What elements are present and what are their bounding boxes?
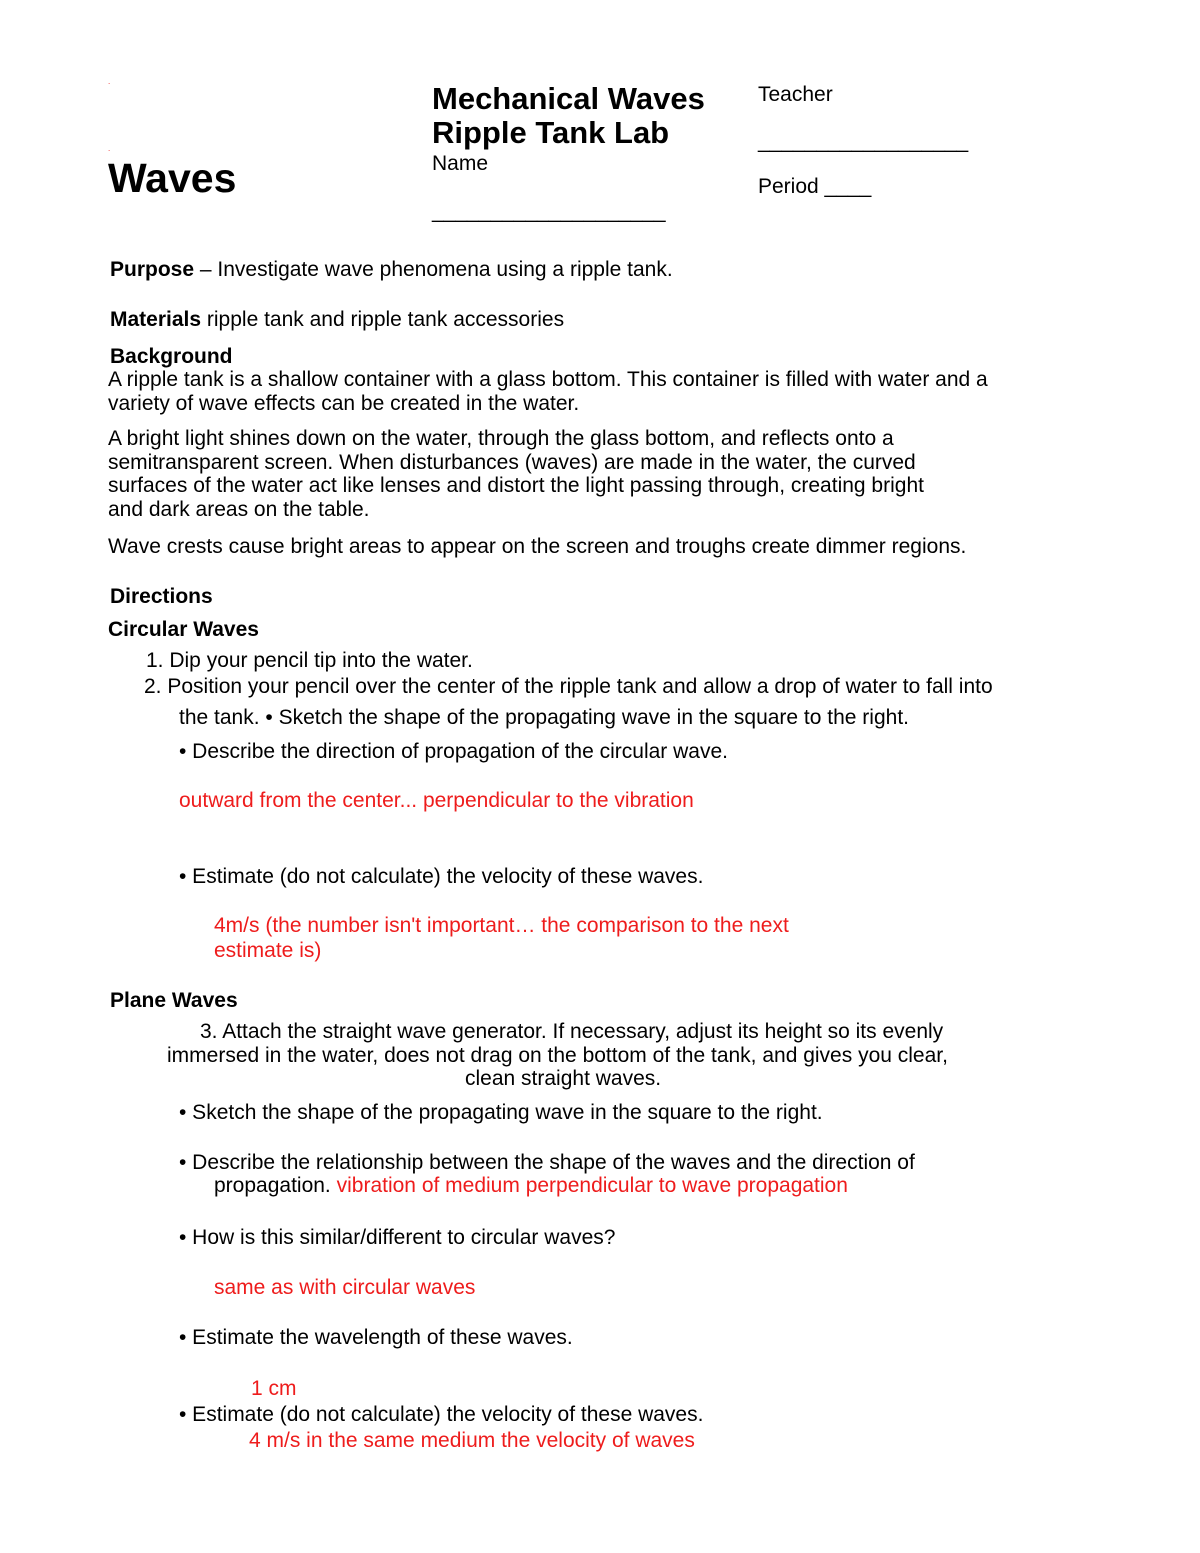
plane-question-relationship: • Describe the relationship between the shape of the waves and the direction of bbox=[179, 1151, 915, 1174]
brand-title: Waves bbox=[108, 155, 237, 201]
teacher-blank-line: __________________ bbox=[758, 130, 969, 153]
plane-answer-relationship: vibration of medium perpendicular to wave propagation bbox=[336, 1174, 848, 1197]
background-paragraph-line: A ripple tank is a shallow container with a glass bottom. This container is filled with water and a bbox=[108, 368, 988, 391]
background-paragraph-line: semitransparent screen. When disturbances (waves) are made in the water, the curved bbox=[108, 451, 916, 474]
name-blank-line: ____________________ bbox=[432, 200, 666, 223]
document-title-line1: Mechanical Waves bbox=[432, 81, 705, 116]
materials-line bbox=[110, 308, 564, 332]
purpose-label: Purpose bbox=[110, 258, 195, 281]
step-1: 1. Dip your pencil tip into the water. bbox=[146, 649, 473, 672]
step-3: 3. Attach the straight wave generator. If necessary, adjust its height so its evenly bbox=[200, 1020, 944, 1043]
plane-question-relationship-continued bbox=[214, 1174, 848, 1198]
red-marker: . bbox=[108, 144, 111, 153]
circular-answer-direction: outward from the center... perpendicular to the vibration bbox=[179, 789, 694, 812]
materials-text: ripple tank and ripple tank accessories bbox=[201, 308, 565, 331]
circular-answer-velocity: 4m/s (the number isn't important… the comparison to the next bbox=[214, 914, 789, 937]
red-marker: . bbox=[108, 77, 111, 86]
circular-waves-heading: Circular Waves bbox=[108, 618, 259, 641]
materials-label: Materials bbox=[110, 308, 202, 331]
circular-answer-velocity: estimate is) bbox=[214, 939, 322, 962]
plane-question-sketch: • Sketch the shape of the propagating wave in the square to the right. bbox=[179, 1101, 823, 1124]
plane-answer-wavelength: 1 cm bbox=[251, 1377, 297, 1400]
plane-waves-heading: Plane Waves bbox=[110, 989, 238, 1012]
circular-question-velocity: • Estimate (do not calculate) the velocity of these waves. bbox=[179, 865, 704, 888]
step-2: 2. Position your pencil over the center of the ripple tank and allow a drop of water to fall into bbox=[144, 675, 993, 698]
background-paragraph-line: A bright light shines down on the water, through the glass bottom, and reflects onto a bbox=[108, 427, 894, 450]
background-paragraph-line: surfaces of the water act like lenses and distort the light passing through, creating bright bbox=[108, 474, 924, 497]
background-paragraph-line: and dark areas on the table. bbox=[108, 498, 370, 521]
circular-question-direction: • Describe the direction of propagation of the circular wave. bbox=[179, 740, 728, 763]
document-title-line2: Ripple Tank Lab bbox=[432, 115, 670, 150]
step-2-continued: the tank. • Sketch the shape of the propagating wave in the square to the right. bbox=[179, 706, 909, 729]
background-paragraph-line: variety of wave effects can be created in the water. bbox=[108, 392, 580, 415]
purpose-line bbox=[110, 258, 673, 282]
plane-answer-velocity: 4 m/s in the same medium the velocity of waves bbox=[249, 1429, 695, 1452]
directions-heading: Directions bbox=[110, 585, 213, 608]
step-3: immersed in the water, does not drag on the bottom of the tank, and gives you clear, bbox=[167, 1044, 948, 1067]
name-label: Name bbox=[432, 152, 489, 175]
plane-answer-compare: same as with circular waves bbox=[214, 1276, 476, 1299]
plane-question-compare: • How is this similar/different to circular waves? bbox=[179, 1226, 616, 1249]
plane-question-wavelength: • Estimate the wavelength of these waves. bbox=[179, 1326, 573, 1349]
background-paragraph-line: Wave crests cause bright areas to appear on the screen and troughs create dimmer regions. bbox=[108, 535, 967, 558]
background-heading: Background bbox=[110, 345, 233, 368]
purpose-text: – Investigate wave phenomena using a ripple tank. bbox=[194, 258, 673, 281]
plane-question-velocity: • Estimate (do not calculate) the velocity of these waves. bbox=[179, 1403, 704, 1426]
teacher-label: Teacher bbox=[758, 83, 833, 106]
plane-question-relationship-text: propagation. bbox=[214, 1174, 337, 1197]
period-label: Period ____ bbox=[758, 175, 872, 198]
step-3: clean straight waves. bbox=[465, 1067, 662, 1090]
